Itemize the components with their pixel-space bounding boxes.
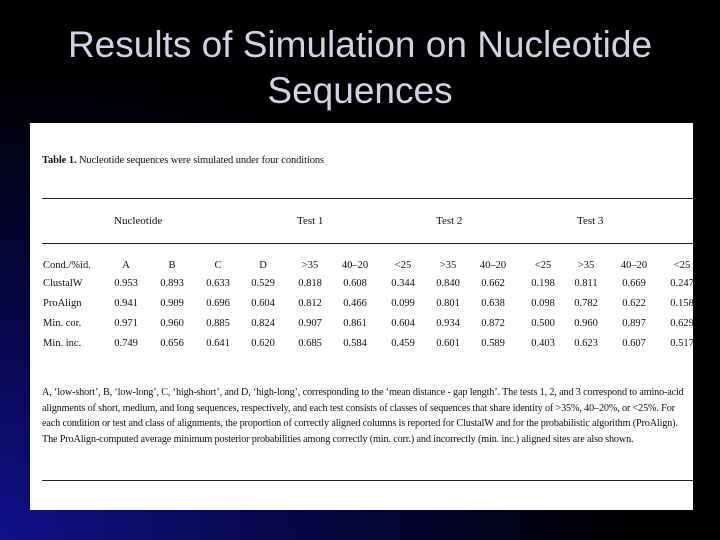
table-cell: 0.897: [622, 318, 646, 329]
table-header-rule: [42, 243, 694, 244]
table-cell: 0.344: [391, 278, 415, 289]
row-label: Min. cor.: [43, 318, 82, 329]
group-header-test-3: Test 3: [577, 215, 604, 227]
column-header: C: [214, 260, 222, 271]
table-cell: 0.099: [391, 298, 415, 309]
column-header: 40–20: [620, 260, 648, 271]
column-header: B: [168, 260, 176, 271]
table-cell: 0.098: [531, 298, 555, 309]
table-cell: 0.960: [574, 318, 598, 329]
table-cell: 0.953: [114, 278, 138, 289]
column-header: >35: [439, 260, 457, 271]
table-image: [30, 123, 693, 510]
table-cell: 0.466: [343, 298, 367, 309]
table-cell: 0.824: [251, 318, 275, 329]
table-cell: 0.749: [114, 338, 138, 349]
table-cell: 0.811: [574, 278, 598, 289]
table-cell: 0.872: [481, 318, 505, 329]
table-cell: 0.638: [481, 298, 505, 309]
table-footnote: A, ‘low-short’, B, ‘low-long’, C, ‘high-short’, and D, ‘high-long’, corresponding to the ‘mean distance - gap length’. The tests 1, 2, and 3 correspond to amino-acid alignments of short, medium, and long sequences, respectively, and each test consists of classes of sequences that share identity of >35%, 40–20%, or <25%. For each condition or test and class of alignments, the proportion of correctly aligned columns is reported for ClustalW and for the probabilistic algorithm (ProAlign). The ProAlign-computed average minimum posterior probabilities among correctly (min. corr.) and incorrectly (min. inc.) aligned sites are also shown.: [42, 387, 684, 445]
table-cell: 0.604: [391, 318, 415, 329]
table-cell: 0.971: [114, 318, 138, 329]
column-header: <25: [394, 260, 412, 271]
table-cell: 0.517: [670, 338, 694, 349]
table-cell: 0.801: [436, 298, 460, 309]
table-cell: 0.685: [298, 338, 322, 349]
column-header: D: [259, 260, 267, 271]
table-cell: 0.633: [206, 278, 230, 289]
table-cell: 0.620: [251, 338, 275, 349]
column-header: >35: [577, 260, 595, 271]
table-cell: 0.622: [622, 298, 646, 309]
table-cell: 0.960: [160, 318, 184, 329]
table-cell: 0.158: [670, 298, 694, 309]
table-cell: 0.893: [160, 278, 184, 289]
table-cell: 0.589: [481, 338, 505, 349]
group-header-nucleotide: Nucleotide: [114, 215, 163, 227]
group-header-test-1: Test 1: [297, 215, 324, 227]
table-cell: 0.662: [481, 278, 505, 289]
column-header: A: [122, 260, 130, 271]
column-header: Cond./%id.: [43, 260, 91, 271]
table-cell: 0.403: [531, 338, 555, 349]
group-header-test-2: Test 2: [436, 215, 463, 227]
table-bottom-rule: [42, 480, 694, 481]
table-cell: 0.656: [160, 338, 184, 349]
table-cell: 0.782: [574, 298, 598, 309]
table-cell: 0.669: [622, 278, 646, 289]
table-cell: 0.812: [298, 298, 322, 309]
slide-title-line-1: Results of Simulation on Nucleotide: [67, 24, 653, 65]
table-cell: 0.818: [298, 278, 322, 289]
column-header: >35: [301, 260, 319, 271]
table-cell: 0.629: [670, 318, 694, 329]
table-cell: 0.907: [298, 318, 322, 329]
table-caption: [42, 155, 324, 166]
table-cell: 0.584: [343, 338, 367, 349]
table-cell: 0.604: [251, 298, 275, 309]
column-header: 40–20: [341, 260, 369, 271]
column-header: 40–20: [479, 260, 507, 271]
table-cell: 0.840: [436, 278, 460, 289]
row-label: ClustalW: [43, 278, 83, 289]
table-cell: 0.934: [436, 318, 460, 329]
table-cell: 0.529: [251, 278, 275, 289]
column-header: <25: [673, 260, 691, 271]
table-top-rule: [42, 198, 694, 199]
table-cell: 0.500: [531, 318, 555, 329]
table-cell: 0.608: [343, 278, 367, 289]
table-cell: 0.623: [574, 338, 598, 349]
table-cell: 0.607: [622, 338, 646, 349]
table-cell: 0.459: [391, 338, 415, 349]
table-caption-text: Nucleotide sequences were simulated under four conditions: [76, 155, 325, 166]
table-cell: 0.885: [206, 318, 230, 329]
slide-title-line-2: Sequences: [267, 70, 453, 111]
column-header: <25: [534, 260, 552, 271]
row-label: ProAlign: [43, 298, 82, 309]
table-cell: 0.247: [670, 278, 694, 289]
table-caption-label: Table 1.: [42, 155, 77, 166]
table-cell: 0.198: [531, 278, 555, 289]
table-cell: 0.909: [160, 298, 184, 309]
table-cell: 0.641: [206, 338, 230, 349]
table-cell: 0.861: [343, 318, 367, 329]
table-cell: 0.696: [206, 298, 230, 309]
table-cell: 0.941: [114, 298, 138, 309]
row-label: Min. inc.: [43, 338, 82, 349]
table-cell: 0.601: [436, 338, 460, 349]
slide-title: [0, 22, 720, 114]
